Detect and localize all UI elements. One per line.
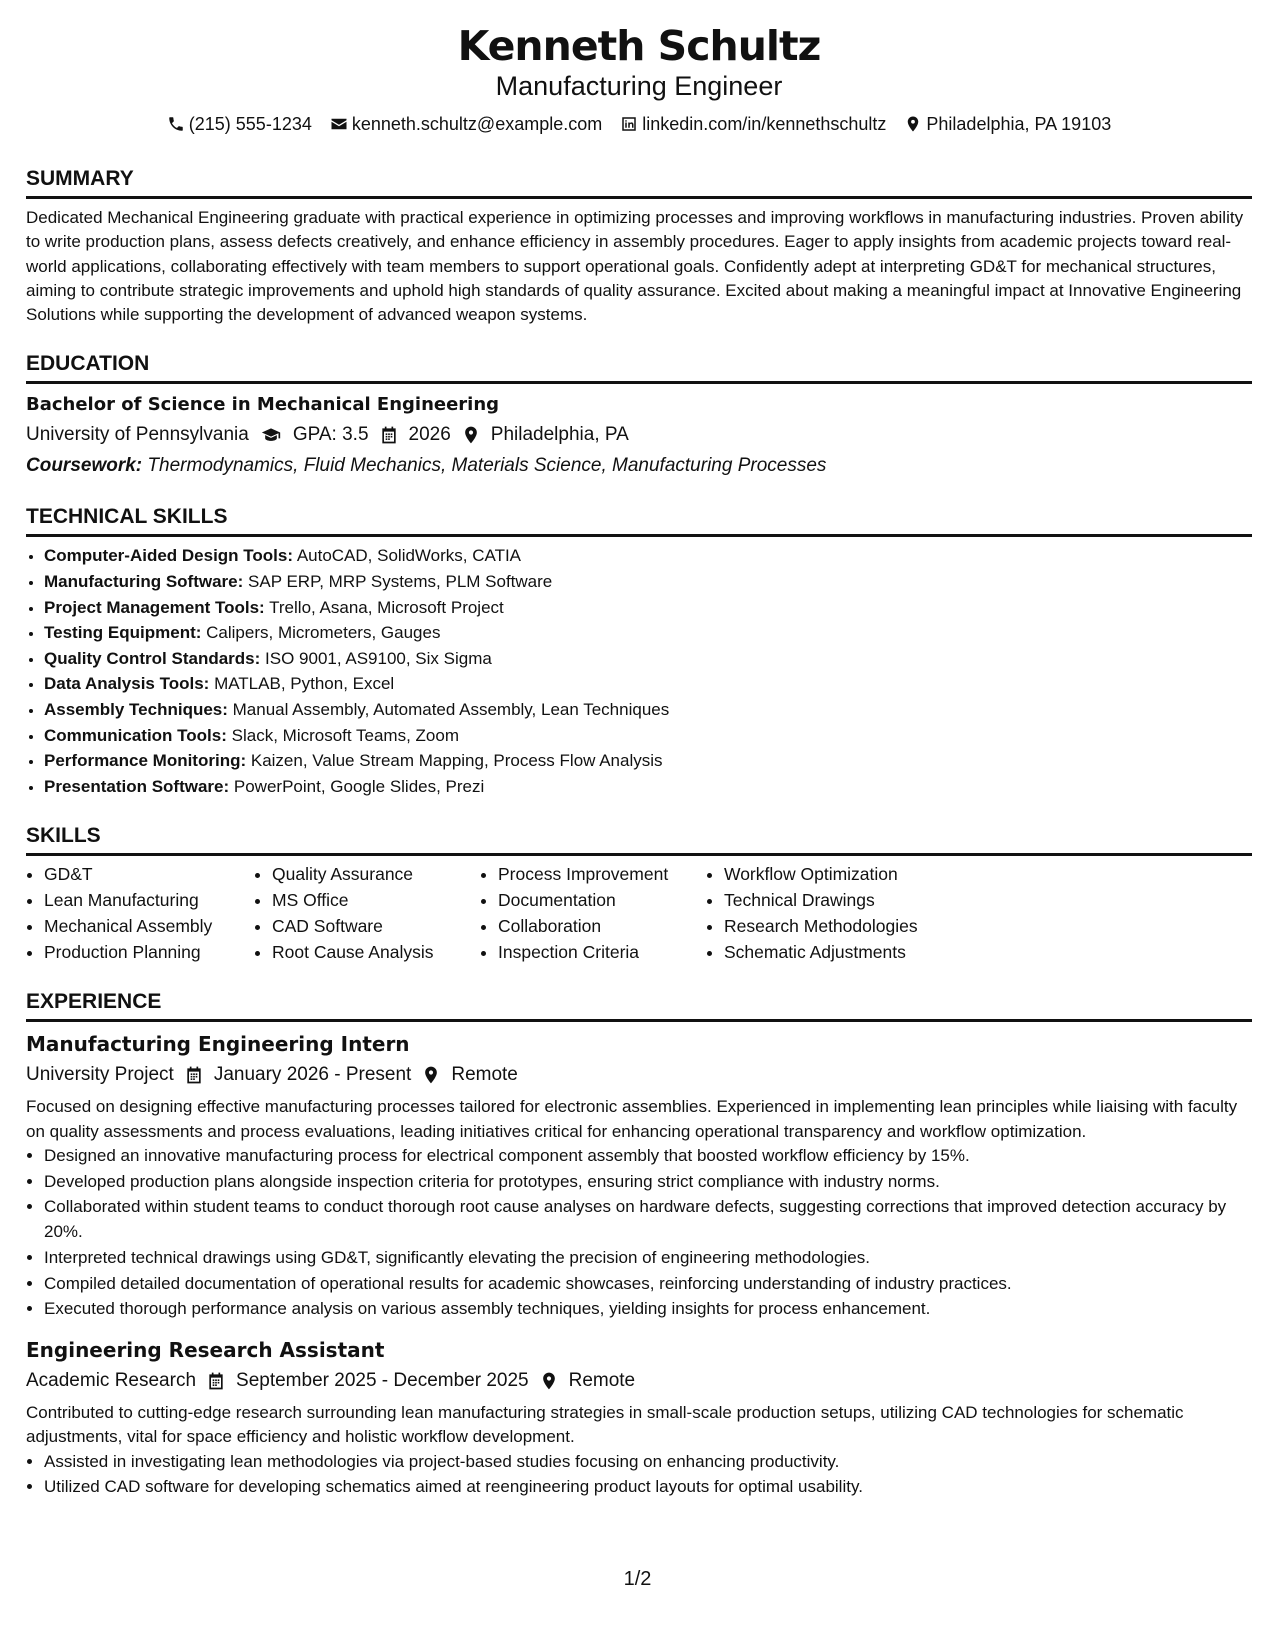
contact-line xyxy=(26,112,1252,136)
technical-skills-list xyxy=(26,543,1252,799)
skill-item: • MS Office xyxy=(272,888,480,914)
skill-values: Manual Assembly, Automated Assembly, Lean Techniques xyxy=(232,700,670,720)
skill-values: AutoCAD, SolidWorks, CATIA xyxy=(296,546,522,566)
location-text: Philadelphia, PA 19103 xyxy=(926,114,1112,134)
list-item: • Developed production plans alongside inspection criteria for prototypes, ensuring strict compliance with industry norms. xyxy=(44,1170,1252,1195)
skill-item: • CAD Software xyxy=(272,914,480,940)
job-title: Engineering Research Assistant xyxy=(26,1337,385,1362)
skill-values: MATLAB, Python, Excel xyxy=(214,674,395,694)
job-location-group xyxy=(539,1367,636,1395)
year-group xyxy=(379,421,451,449)
skill-item: • Research Methodologies xyxy=(724,914,964,940)
experience-section xyxy=(26,989,1252,1500)
contact-phone[interactable] xyxy=(167,112,312,136)
job-bullets xyxy=(26,1144,1252,1322)
linkedin-text: linkedin.com/in/kennethschultz xyxy=(642,114,887,134)
job-location: Remote xyxy=(451,1064,518,1086)
skill-category: Computer-Aided Design Tools: xyxy=(44,546,294,566)
skill-item: • Inspection Criteria xyxy=(498,940,706,966)
list-item: • Assisted in investigating lean methodologies via project-based studies focusing on enhancing productivity. xyxy=(44,1450,1252,1475)
envelope-icon xyxy=(330,115,348,133)
skill-values: Calipers, Micrometers, Gauges xyxy=(206,623,441,643)
skill-values: ISO 9001, AS9100, Six Sigma xyxy=(265,648,492,668)
skill-category: Testing Equipment: xyxy=(44,623,202,643)
skill-item: • Workflow Optimization xyxy=(724,862,964,888)
job-dates: September 2025 - December 2025 xyxy=(236,1369,529,1391)
skill-item: • Quality Assurance xyxy=(272,862,480,888)
skill-item: • Schematic Adjustments xyxy=(724,940,964,966)
skill-item: • Technical Drawings xyxy=(724,888,964,914)
job-org: University Project xyxy=(26,1064,174,1086)
calendar-icon xyxy=(379,425,399,445)
list-item xyxy=(44,620,1252,646)
job-dates-group xyxy=(206,1367,529,1395)
skill-item: • Mechanical Assembly xyxy=(44,914,254,940)
school-location: Philadelphia, PA xyxy=(490,424,629,446)
calendar-icon xyxy=(206,1371,226,1391)
skill-values: SAP ERP, MRP Systems, PLM Software xyxy=(248,572,553,592)
skill-item: • Documentation xyxy=(498,888,706,914)
skill-item: • Collaboration xyxy=(498,914,706,940)
list-item xyxy=(44,697,1252,723)
list-item xyxy=(44,671,1252,697)
summary-section xyxy=(26,166,1252,327)
calendar-icon xyxy=(184,1065,204,1085)
coursework-line xyxy=(26,452,1252,480)
email-text: kenneth.schultz@example.com xyxy=(351,114,603,134)
contact-email[interactable] xyxy=(330,112,602,136)
skill-category: Project Management Tools: xyxy=(44,597,265,617)
candidate-name: Kenneth Schultz xyxy=(457,22,821,70)
list-item xyxy=(44,723,1252,749)
skill-category: Presentation Software: xyxy=(44,776,230,796)
job-meta xyxy=(26,1367,1252,1395)
linkedin-icon xyxy=(620,115,638,133)
phone-icon xyxy=(167,115,185,133)
skill-category: Communication Tools: xyxy=(44,725,227,745)
edu-location-group xyxy=(461,421,629,449)
list-item xyxy=(44,646,1252,672)
job-bullets xyxy=(26,1450,1252,1500)
job-org: Academic Research xyxy=(26,1369,197,1391)
section-title-summary: SUMMARY xyxy=(26,166,1252,199)
skill-item: • Production Planning xyxy=(44,940,254,966)
technical-skills-section xyxy=(26,504,1252,799)
list-item: • Collaborated within student teams to conduct thorough root cause analyses on hardware defects, suggesting corrections that improved detection accuracy by 20%. xyxy=(44,1195,1252,1244)
list-item xyxy=(44,569,1252,595)
map-pin-icon xyxy=(539,1371,559,1391)
skills-column xyxy=(480,862,706,965)
list-item xyxy=(44,543,1252,569)
resume-header xyxy=(26,20,1252,136)
skill-values: Trello, Asana, Microsoft Project xyxy=(269,597,504,617)
job-entry xyxy=(26,1030,1252,1322)
map-pin-icon xyxy=(461,425,481,445)
skills-column xyxy=(26,862,254,965)
gpa-text: GPA: 3.5 xyxy=(292,424,369,446)
skill-values: PowerPoint, Google Slides, Prezi xyxy=(233,776,485,796)
skill-category: Performance Monitoring: xyxy=(44,751,247,771)
map-pin-icon xyxy=(421,1065,441,1085)
education-meta xyxy=(26,421,1252,449)
candidate-role: Manufacturing Engineer xyxy=(495,71,783,101)
skill-item: • GD&T xyxy=(44,862,254,888)
graduation-year: 2026 xyxy=(408,424,451,446)
list-item: • Designed an innovative manufacturing process for electrical component assembly that boosted workflow efficiency by 15%. xyxy=(44,1144,1252,1169)
list-item xyxy=(44,748,1252,774)
map-pin-icon xyxy=(904,115,922,133)
list-item xyxy=(44,774,1252,800)
contact-linkedin[interactable] xyxy=(620,112,886,136)
list-item: • Executed thorough performance analysis on various assembly techniques, yielding insights for process enhancement. xyxy=(44,1297,1252,1322)
coursework-label: Coursework: xyxy=(26,455,143,477)
list-item xyxy=(44,595,1252,621)
skill-item: • Lean Manufacturing xyxy=(44,888,254,914)
list-item: • Interpreted technical drawings using GD&T, significantly elevating the precision of engineering methodologies. xyxy=(44,1246,1252,1271)
list-item: • Compiled detailed documentation of operational results for academic showcases, reinforcing understanding of industry practices. xyxy=(44,1272,1252,1297)
list-item: • Utilized CAD software for developing schematics aimed at reengineering product layouts for optimal usability. xyxy=(44,1475,1252,1500)
section-title-technical-skills: TECHNICAL SKILLS xyxy=(26,504,1252,537)
job-dates: January 2026 - Present xyxy=(213,1064,412,1086)
skill-values: Kaizen, Value Stream Mapping, Process Flow Analysis xyxy=(250,751,663,771)
school-name: University of Pennsylvania xyxy=(26,424,249,446)
skills-column xyxy=(706,862,964,965)
job-location-group xyxy=(421,1061,518,1089)
skills-section xyxy=(26,823,1252,965)
phone-text: (215) 555-1234 xyxy=(188,114,312,134)
job-entry xyxy=(26,1336,1252,1500)
summary-text: Dedicated Mechanical Engineering graduate with practical experience in optimizing processes and improving workflows in manufacturing industries. Proven ability to write production plans, assess defects creatively, and enhance efficiency in assembly procedures. Eager to apply insights from academic projects toward real-world applications, collaborating effectively with team members to support operational goals. Confidently adept at interpreting GD&T for mechanical structures, aiming to contribute strategic improvements and uphold high standards of quality assurance. Excited about making a meaningful impact at Innovative Engineering Solutions while supporting the development of advanced weapon systems. xyxy=(26,208,1244,325)
job-title: Manufacturing Engineering Intern xyxy=(26,1032,410,1057)
skill-category: Manufacturing Software: xyxy=(44,572,244,592)
job-description: Focused on designing effective manufacturing processes tailored for electronic assemblies. Experienced in implementing lean principles while liaising with faculty on quality assessments and process evaluations, leading initiatives critical for enhancing operational transparency and workflow optimization. xyxy=(26,1097,1238,1141)
degree-title: Bachelor of Science in Mechanical Engineering xyxy=(26,394,500,416)
page-number: 1/2 xyxy=(623,1568,652,1590)
job-location: Remote xyxy=(568,1369,636,1391)
skill-category: Data Analysis Tools: xyxy=(44,674,210,694)
job-description: Contributed to cutting-edge research surrounding lean manufacturing strategies in small-scale production setups, utilizing CAD technologies for schematic adjustments, vital for space efficiency and holistic workflow development. xyxy=(26,1402,1184,1447)
contact-location xyxy=(904,112,1111,136)
skills-grid xyxy=(26,862,1252,965)
section-title-education: EDUCATION xyxy=(26,351,1252,384)
graduation-cap-icon xyxy=(259,425,283,445)
skill-category: Assembly Techniques: xyxy=(44,700,228,720)
skill-item: • Root Cause Analysis xyxy=(272,940,480,966)
section-title-experience: EXPERIENCE xyxy=(26,989,1252,1022)
section-title-skills: SKILLS xyxy=(26,823,1252,856)
job-meta xyxy=(26,1061,1252,1089)
gpa-group xyxy=(259,421,369,449)
skill-item: • Process Improvement xyxy=(498,862,706,888)
job-dates-group xyxy=(184,1061,412,1089)
resume-page xyxy=(26,20,1252,1501)
skills-column xyxy=(254,862,480,965)
skill-category: Quality Control Standards: xyxy=(44,648,261,668)
education-section xyxy=(26,351,1252,480)
skill-values: Slack, Microsoft Teams, Zoom xyxy=(231,725,459,745)
coursework-list: Thermodynamics, Fluid Mechanics, Materials Science, Manufacturing Processes xyxy=(147,455,827,477)
